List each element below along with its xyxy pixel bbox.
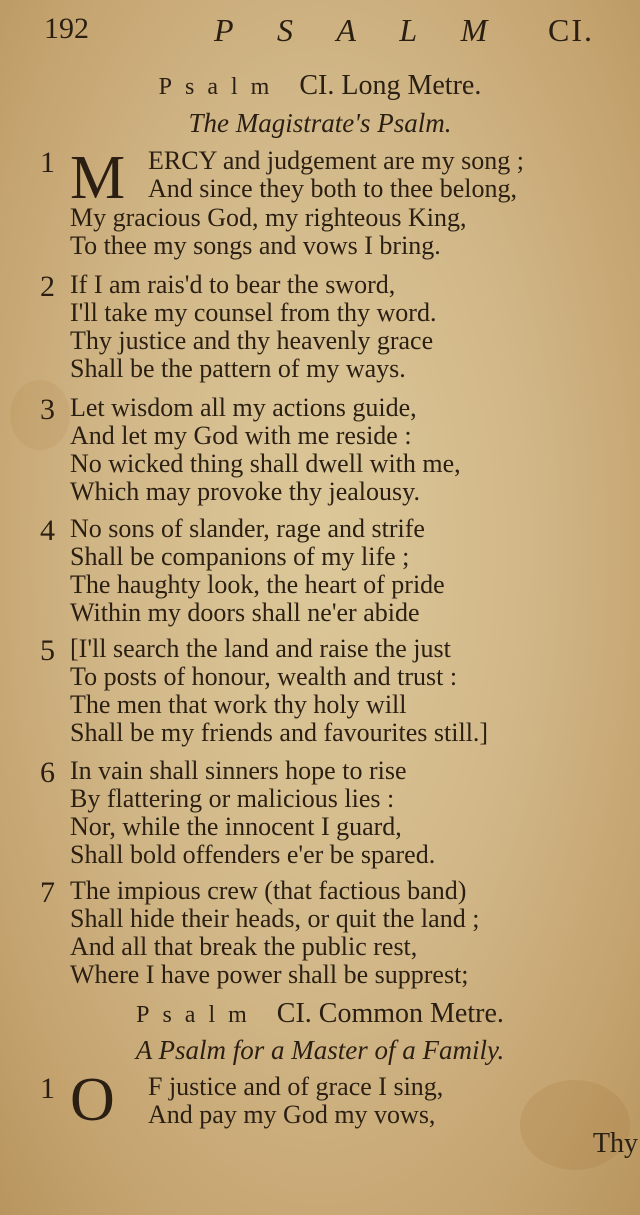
running-psalm-number: CI. <box>548 12 594 48</box>
section1-subtitle: The Magistrate's Psalm. <box>188 108 452 138</box>
section2-subtitle: A Psalm for a Master of a Family. <box>135 1035 505 1065</box>
book-page: 192 P S A L M CI. Psalm CI. Long Metre. The Magistrate's Psalm. 1 M ERCY and judgement are my song ; And since they both to thee belong, My gracious God, my righteous King, To thee my songs and vows I bring. 2 If I am rais'd to bear the sword, I'll take my counsel from thy word. Thy justice and thy heavenly grace Shall be the pattern of my ways. 3 Let wisdom all my actions guide, And let my God with me reside : No wicked thing shall dwell with me, Which may provoke thy jealousy. 4 No sons of slander, rage and strife Shall be companions of my life ; The haughty look, the heart of pride Within my doors shall ne'er abide 5 [I'll search the land and raise the just To posts of honour, wealth and trust : The men that work thy holy will Shall be my friends and favourites still.] 6 In vain shall sinners hope to rise By flattering or malicious lies : Nor, while the innocent I guard, Shall bold offenders e'er be spared. 7 The impious crew (that factious band) Shall hide their heads, or quit the land ; And all that break the public rest, Where I have power shall be supprest; Psalm CI. Common Metre. A Psalm for a Master of a Family. 1 O F justice and of grace I sing, And pay my God my vows, Thy <box>0 0 640 1215</box>
running-head <box>44 12 604 52</box>
section2-heading: Psalm CI. Common Metre. <box>136 998 504 1029</box>
running-title: P S A L M <box>214 12 506 48</box>
catchword: Thy <box>592 1128 638 1159</box>
drop-cap: M <box>70 144 126 212</box>
section1-heading: Psalm CI. Long Metre. <box>158 70 482 101</box>
page-number: 192 <box>44 12 89 45</box>
drop-cap: O <box>70 1066 115 1134</box>
